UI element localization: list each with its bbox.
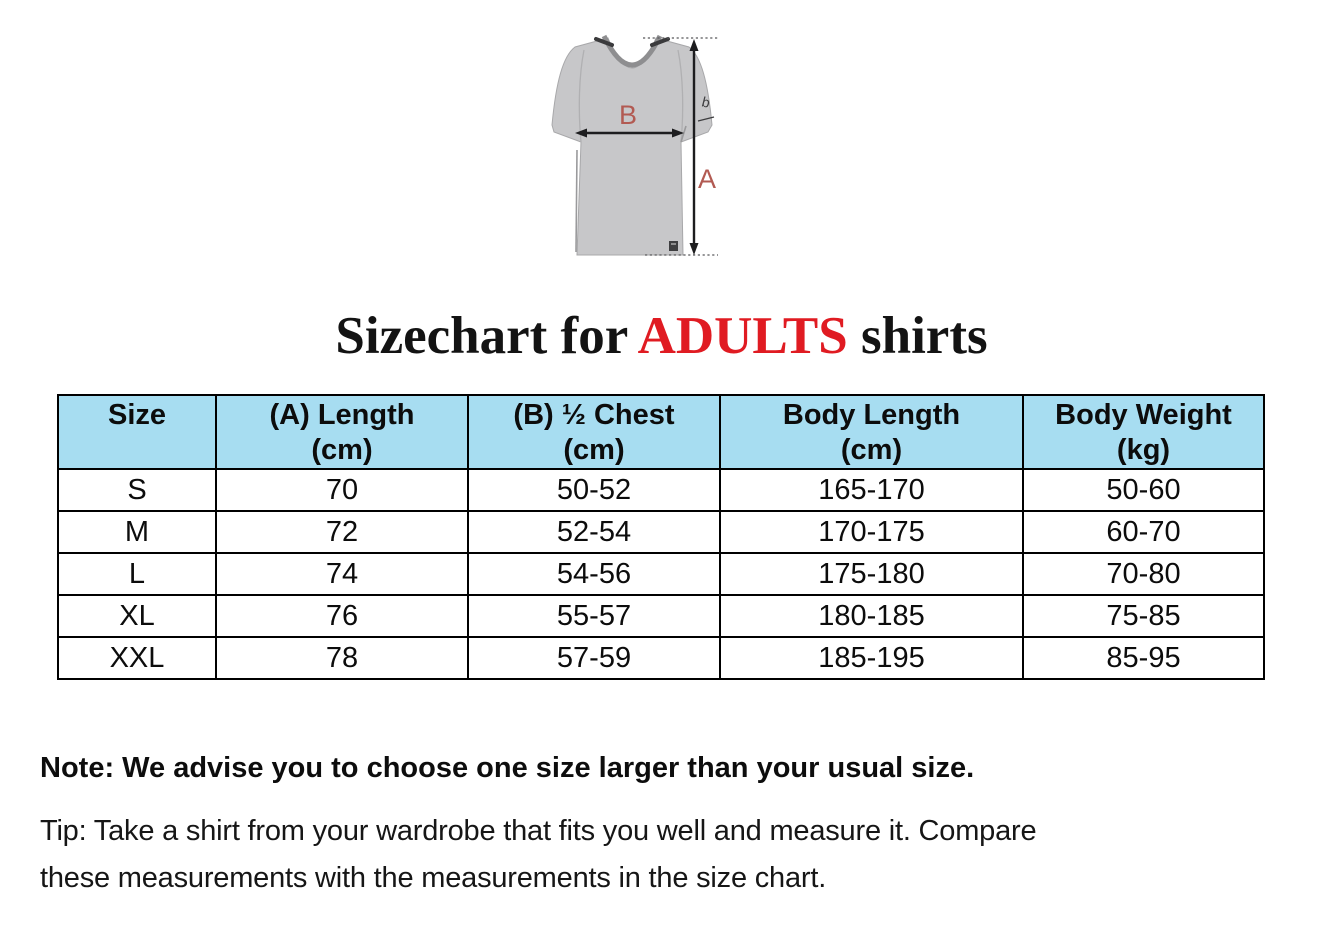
header-unit: (cm) bbox=[563, 434, 625, 466]
cell-body-length: 170-175 bbox=[720, 511, 1023, 553]
table-row bbox=[58, 511, 1264, 553]
header-label: (A) Length bbox=[269, 399, 415, 431]
cell-size: L bbox=[58, 553, 216, 595]
header-label: Body Length bbox=[782, 399, 961, 431]
cell-body-weight: 85-95 bbox=[1023, 637, 1264, 679]
cell-size: S bbox=[58, 469, 216, 511]
cell-length: 74 bbox=[216, 553, 468, 595]
shirt-measurement-figure bbox=[505, 20, 795, 265]
cell-length: 76 bbox=[216, 595, 468, 637]
cell-half-chest: 57-59 bbox=[468, 637, 720, 679]
cell-body-length: 185-195 bbox=[720, 637, 1023, 679]
tip-text bbox=[40, 808, 1036, 902]
header-cell-size bbox=[58, 395, 216, 469]
table-row bbox=[58, 637, 1264, 679]
cell-size: XL bbox=[58, 595, 216, 637]
shirt-figure-svg bbox=[505, 20, 795, 265]
cell-body-length: 175-180 bbox=[720, 553, 1023, 595]
cell-body-length: 180-185 bbox=[720, 595, 1023, 637]
cell-length: 72 bbox=[216, 511, 468, 553]
page-title bbox=[0, 306, 1323, 366]
header-unit: (cm) bbox=[311, 434, 373, 466]
title-prefix: Sizechart for bbox=[335, 307, 638, 365]
cell-half-chest: 55-57 bbox=[468, 595, 720, 637]
size-table bbox=[57, 394, 1265, 680]
measure-label-a: A bbox=[698, 164, 717, 194]
table-row bbox=[58, 595, 1264, 637]
header-unit: (kg) bbox=[1116, 434, 1171, 466]
header-label: Size bbox=[107, 399, 167, 431]
cell-half-chest: 50-52 bbox=[468, 469, 720, 511]
header-cell-half-chest bbox=[468, 395, 720, 469]
header-cell-body-length bbox=[720, 395, 1023, 469]
cell-size: M bbox=[58, 511, 216, 553]
cell-half-chest: 54-56 bbox=[468, 553, 720, 595]
table-header-row bbox=[58, 395, 1264, 469]
tip-line-1: Tip: Take a shirt from your wardrobe that fits you well and measure it. Compare bbox=[40, 815, 1037, 847]
header-unit: (cm) bbox=[840, 434, 903, 466]
cell-body-weight: 75-85 bbox=[1023, 595, 1264, 637]
cell-size: XXL bbox=[58, 637, 216, 679]
header-cell-length bbox=[216, 395, 468, 469]
hem-tag bbox=[669, 241, 678, 251]
cell-body-weight: 50-60 bbox=[1023, 469, 1264, 511]
header-label: (B) ½ Chest bbox=[513, 399, 675, 431]
cell-body-weight: 60-70 bbox=[1023, 511, 1264, 553]
shirt-graphic bbox=[552, 36, 717, 255]
header-label: Body Weight bbox=[1055, 399, 1232, 431]
title-suffix: shirts bbox=[847, 307, 988, 365]
left-body-shadow bbox=[576, 150, 577, 252]
tip-line-2: these measurements with the measurements in the size chart. bbox=[40, 862, 827, 894]
cell-half-chest: 52-54 bbox=[468, 511, 720, 553]
title-highlight: ADULTS bbox=[637, 307, 848, 365]
cell-body-weight: 70-80 bbox=[1023, 553, 1264, 595]
cell-body-length: 165-170 bbox=[720, 469, 1023, 511]
header-cell-body-weight bbox=[1023, 395, 1264, 469]
cell-length: 70 bbox=[216, 469, 468, 511]
sleeve-logo: b bbox=[700, 93, 712, 111]
cell-length: 78 bbox=[216, 637, 468, 679]
table-row bbox=[58, 553, 1264, 595]
measure-label-b: B bbox=[619, 100, 638, 130]
note-text: Note: We advise you to choose one size larger than your usual size. bbox=[40, 752, 975, 784]
table-row bbox=[58, 469, 1264, 511]
